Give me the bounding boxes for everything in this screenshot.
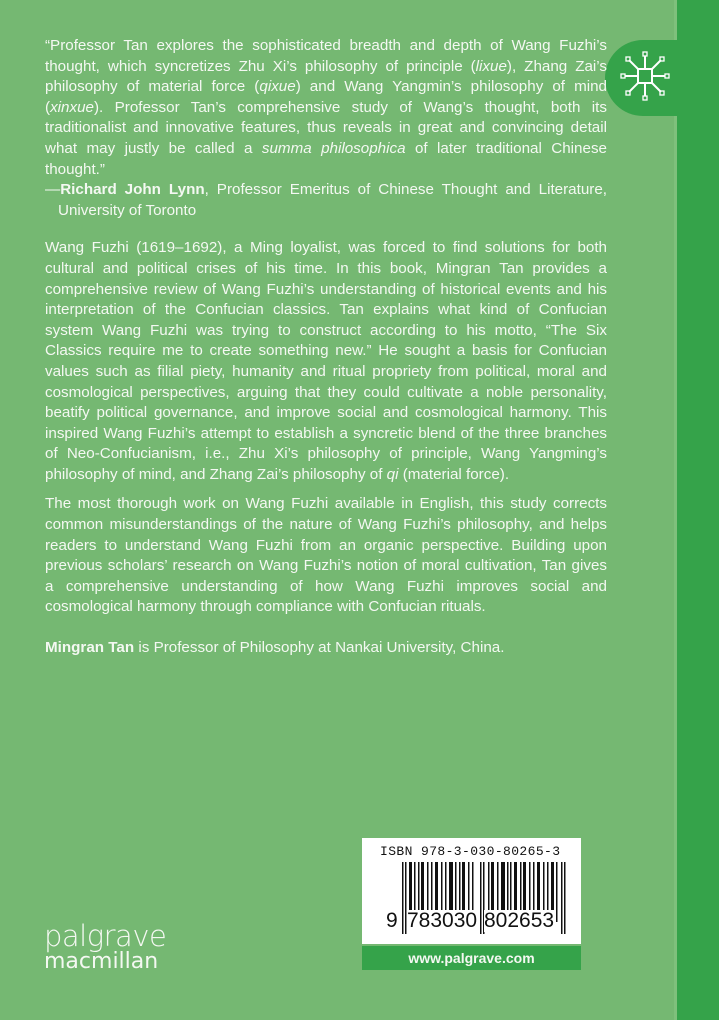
back-cover-text <box>45 36 607 659</box>
isbn-label: ISBN 978-3-030-80265-3 <box>380 844 561 859</box>
author-name: Mingran Tan <box>45 639 135 657</box>
quote-text: “Professor Tan explores the sophisticated breadth and depth of Wang Fuzhi’s thought, which syncretizes Zhu Xi’s philosophy of principle (lixue), Zhang Zai’s philosophy of material force (qixue) and Wang Yangmin’s philosophy of mind (xinxue). Professor Tan’s comprehensive study of Wang’s thought, both its traditionalist and innovative features, thus reveals in great and convincing detail what may justly be called a summa philosophica of later traditional Chinese thought.” <box>45 37 607 178</box>
quote-attribution: —Richard John Lynn, Professor Emeritus of Chinese Thought and Literature, University of Toronto <box>45 181 608 219</box>
spine-stripe <box>677 0 719 1020</box>
publisher-logo <box>44 919 167 974</box>
logo-palgrave: palgrave <box>44 919 167 953</box>
publisher-url: www.palgrave.com <box>362 946 581 970</box>
description-paragraph-2: The most thorough work on Wang Fuzhi available in English, this study corrects common misunderstandings of the nature of Wang Fuzhi’s philosophy, and helps readers to understand Wang Fuzhi from an organic perspective. Building upon previous scholars’ research on Wang Fuzhi’s notion of moral cultivation, Tan gives a comprehensive understanding of how Wang Fuzhi improves social and cosmological harmony through compliance with Confucian rituals. <box>45 495 607 616</box>
description-paragraph-1: Wang Fuzhi (1619–1692), a Ming loyalist, was forced to find solutions for both cultural and political crises of his time. In this book, Mingran Tan provides a comprehensive review of Wang Fuzhi’s understanding of historical events and his interpretation of the Confucian classics. Tan explains what kind of Confucian system Wang Fuzhi was trying to construct according to his motto, “The Six Classics require me to create something new.” He sought a basis for Confucian values such as filial piety, humanity and ritual propriety from political, moral and cosmological perspectives, arguing that they could cultivate a noble personality, beatify political governance, and improve social and cosmological harmony. This inspired Wang Fuzhi’s attempt to establish a syncretic blend of the three branches of Neo-Confucianism, i.e., Zhu Xi’s philosophy of principle, Wang Yangming’s philosophy of mind, and Zhang Zai’s philosophy of qi (material force). <box>45 239 607 483</box>
isbn-barcode-box <box>362 838 581 944</box>
imprint-tab <box>605 40 695 116</box>
circuit-node-icon <box>619 50 671 107</box>
endorsement-quote <box>45 36 607 221</box>
barcode-digits-group1: 783030 <box>407 909 478 932</box>
endorser-name: Richard John Lynn <box>60 181 205 199</box>
barcode-digits-group2: 802653 <box>484 909 555 932</box>
author-bio: Mingran Tan is Professor of Philosophy at Nankai University, China. <box>45 639 505 657</box>
barcode-digit-first: 9 <box>386 909 398 932</box>
logo-macmillan: macmillan <box>44 949 159 974</box>
